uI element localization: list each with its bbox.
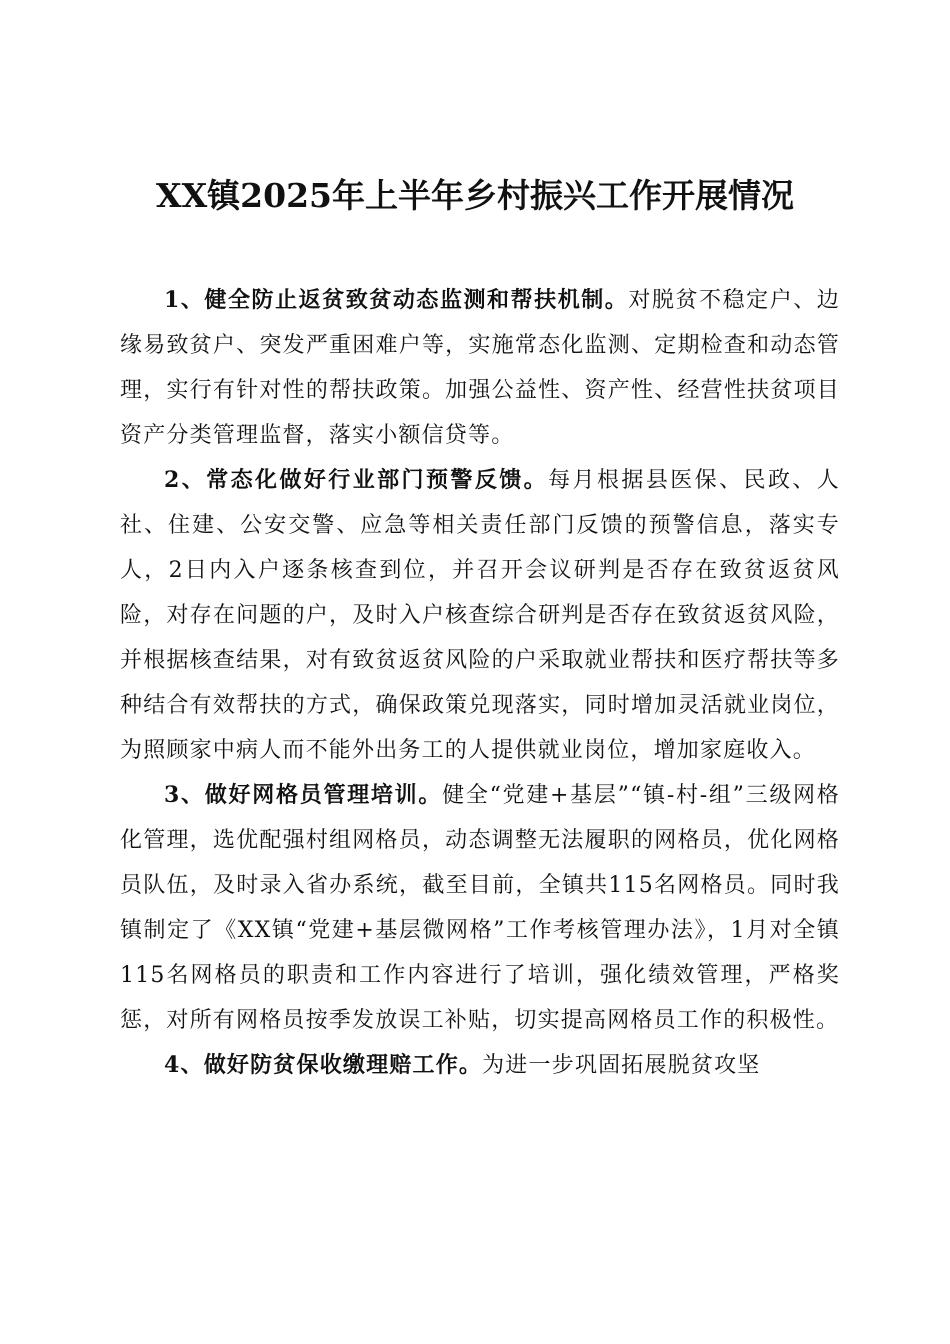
document-title: XX镇2025年上半年乡村振兴工作开展情况 [155,176,795,215]
paragraph-heading: 1、健全防止返贫致贫动态监测和帮扶机制。 [164,287,629,313]
paragraph-heading: 2、常态化做好行业部门预警反馈。 [164,467,549,493]
paragraph-text: 每月根据县医保、民政、人社、住建、公安交警、应急等相关责任部门反馈的预警信息，落实专人，2日内入户逐条核查到位，并召开会议研判是否存在致贫返贫风险，对存在问题的户，及时入户核查综合研判是否存在致贫返贫风险，并根据核查结果，对有致贫返贫风险的户采取就业帮扶和医疗帮扶等多种结合有效帮扶的方式，确保政策兑现落实，同时增加灵活就业岗位，为照顾家中病人而不能外出务工的人提供就业岗位，增加家庭收入。 [120,468,841,763]
paragraph-text: 对脱贫不稳定户、边缘易致贫户、突发严重困难户等，实施常态化监测、定期检查和动态管理，实行有针对性的帮扶政策。加强公益性、资产性、经营性扶贫项目资产分类管理监督，落实小额信贷等。 [120,288,840,448]
paragraph-4 [120,1043,840,1088]
paragraph-1 [120,278,840,458]
paragraph-2 [120,458,840,773]
paragraph-3 [120,773,840,1043]
paragraph-heading: 4、做好防贫保收缴理赔工作。 [164,1052,483,1078]
paragraph-heading: 3、做好网格员管理培训。 [164,782,443,808]
document-body [120,278,840,1088]
paragraph-text: 为进一步巩固拓展脱贫攻坚 [482,1053,761,1078]
paragraph-text: 健全“党建+基层”“镇-村-组”三级网格化管理，选优配强村组网格员，动态调整无法履职的网格员，优化网格员队伍，及时录入省办系统，截至目前，全镇共115名网格员。同时我镇制定了《XX镇“党建+基层微网格”工作考核管理办法》，1月对全镇115名网格员的职责和工作内容进行了培训，强化绩效管理，严格奖惩，对所有网格员按季发放误工补贴，切实提高网格员工作的积极性。 [120,783,840,1033]
